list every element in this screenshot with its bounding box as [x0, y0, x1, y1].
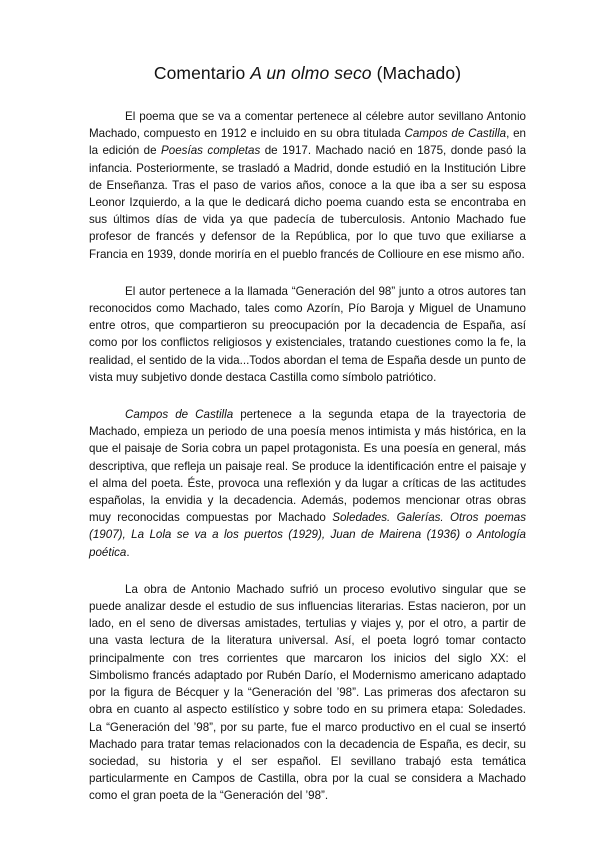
document-page [89, 62, 526, 825]
paragraph-literary-influences [89, 581, 526, 805]
paragraph-author-biography [89, 108, 526, 263]
title-prefix: Comentario [153, 63, 251, 83]
text-segment-italic: Poesías completas [161, 144, 261, 158]
document-title [89, 62, 526, 84]
text-segment-italic: Campos de Castilla [125, 408, 234, 422]
paragraph-generation-98 [89, 283, 526, 386]
text-segment: pertenece a la segunda etapa de la trayectoria de Machado, empieza un periodo de una poesía menos intimista y más histórica, en la que el paisaje de Soria cobra un papel protagonista. Es una poesía en general, más descriptiva, que refleja un paisaje real. Se produce la identificación entre el paisaje y el alma del poeta. Éste, provoca una reflexión y da lugar a críticas de las actitudes españolas, la envidia y la decadencia. Además, podemos mencionar otras obras muy reconocidas compuestas por Machado [89, 408, 527, 525]
text-segment: . [126, 545, 130, 559]
text-segment: El poema que se va a comentar pertenece al célebre autor sevillano Antonio Machado, compuesto en 1912 e incluido en su obra titulada [89, 110, 526, 141]
title-suffix: (Machado) [371, 63, 462, 83]
text-segment: El autor pertenece a la llamada “Generación del 98” junto a otros autores tan reconocidos como Machado, tales como Azorín, Pío Baroja y Miguel de Unamuno entre otros, que compartieron su preocupación por la decadencia de España, así como por los conflictos religiosos y existenciales, tratando cuestiones como la fe, la realidad, el sentido de la vida...Todos abordan el tema de España desde un punto de vista muy subjetivo donde destaca Castilla como símbolo patriótico. [89, 284, 526, 384]
text-segment-italic: Campos de Castilla [404, 127, 507, 141]
text-segment-italic: Soledades. Galerías. Otros poemas (1907), La Lola se va a los puertos (1929), Juan de Mairena (1936) o Antología poética [89, 511, 526, 559]
text-segment: , en la edición de [89, 127, 526, 158]
title-poem-name: A un olmo seco [250, 63, 372, 83]
text-segment: La obra de Antonio Machado sufrió un proceso evolutivo singular que se puede analizar desde el estudio de sus influencias literarias. Estas nacieron, por un lado, en el seno de diversas amistades, tertulias y viajes y, por el otro, a partir de una vasta lectura de la literatura universal. Así, el poeta logró tomar contacto principalmente con tres corrientes que marcaron los inicios del siglo XX: el Simbolismo francés adaptado por Rubén Darío, el Modernismo americano adaptado por la figura de Bécquer y la “Generación del ’98”. Las primeras dos afectaron su obra en cuanto al aspecto estilístico y sobre todo en su primera etapa: Soledades. La “Generación del ’98”, por su parte, fue el marco productivo en el cual se insertó Machado para tratar temas relacionados con la decadencia de España, es decir, su sociedad, su historia y el ser español. El sevillano trabajó esta temática particularmente en Campos de Castilla, obra por la cual se considera a Machado como el gran poeta de la “Generación del ’98”. [89, 582, 526, 803]
paragraph-campos-de-castilla [89, 406, 526, 561]
text-segment: de 1917. Machado nació en 1875, donde pasó la infancia. Posteriormente, se trasladó a Madrid, donde estudió en la Institución Libre de Enseñanza. Tras el paso de varios años, conoce a la que iba a ser su esposa Leonor Izquierdo, a la que le dedicará dicho poema cuando esta se encontraba en sus últimos días de vida ya que padecía de tuberculosis. Antonio Machado fue profesor de francés y defensor de la República, por lo que tuvo que exiliarse a Francia en 1939, donde moriría en el pueblo francés de Collioure en ese mismo año. [89, 144, 527, 261]
